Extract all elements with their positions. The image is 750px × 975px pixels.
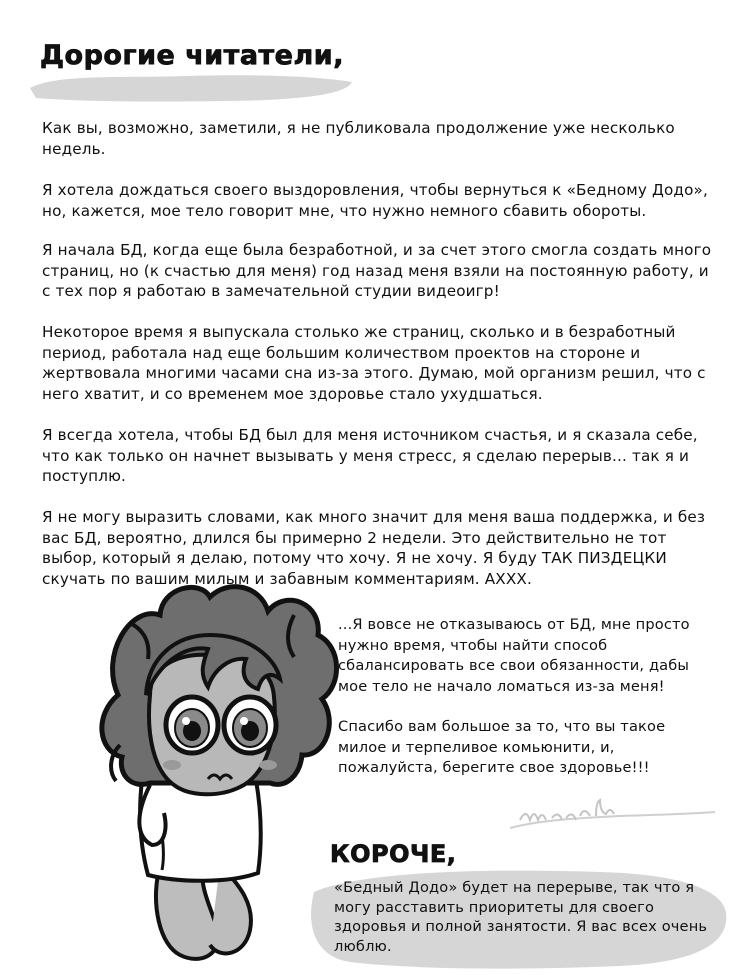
paragraph-1: Как вы, возможно, заметили, я не публиковала продолжение уже несколько недель. — [42, 119, 675, 158]
paragraph-2: Я хотела дождаться своего выздоровления, чтобы вернуться к «Бедному Додо», но, кажется, мое тело говорит мне, что нужно немного сбавить обороты. — [42, 181, 708, 220]
title-brush-stroke — [26, 68, 356, 108]
summary-title: КОРОЧЕ, — [330, 840, 457, 868]
paragraph-8: Спасибо вам большое за то, что вы такое милое и терпеливое комьюнити, и, пожалуйста, берегите свое здоровье!!! — [338, 718, 666, 776]
paragraph-6: Я не могу выразить словами, как много значит для меня ваша поддержка, и без вас БД, вероятно, длился бы примерно 2 недели. Это действительно не тот выбор, который я делаю, потому что хочу. Я не хочу. Я буду ТАК ПИЗДЕЦКИ скучать по вашим милым и забавным комментариям. АХХХ. — [42, 508, 706, 588]
page-title: Дорогие читатели, — [40, 40, 344, 71]
paragraph-4: Некоторое время я выпускала столько же страниц, сколько и в безработный период, работала над еще большим количеством проектов на стороне и жертвовала многими часами сна из-за этого. Думаю, мой организм решил, что с него хватит, и со временем мое здоровье стало ухудшаться. — [42, 323, 706, 403]
paragraph-7: ...Я вовсе не отказываюсь от БД, мне просто нужно время, чтобы найти способ сбалансировать все свои обязанности, дабы мое тело не начало ломаться из-за меня! — [338, 616, 690, 695]
signature-scribble — [500, 790, 720, 840]
paragraph-5: Я всегда хотела, чтобы БД был для меня источником счастья, и я сказала себе, что как только он начнет вызывать у меня стресс, я сделаю перерыв... так я и поступлю. — [42, 426, 698, 485]
summary-text: «Бедный Додо» будет на перерыве, так что я могу расставить приоритеты для своего здоровья и полной занятости. Я вас всех очень люблю. — [334, 879, 708, 955]
title-block — [26, 38, 356, 108]
paragraph-3: Я начала БД, когда еще была безработной, и за счет этого смогла создать много страниц, но (к счастью для меня) год назад меня взяли на постоянную работу, и с тех пор я работаю в замечательной студии видеоигр! — [42, 241, 712, 300]
